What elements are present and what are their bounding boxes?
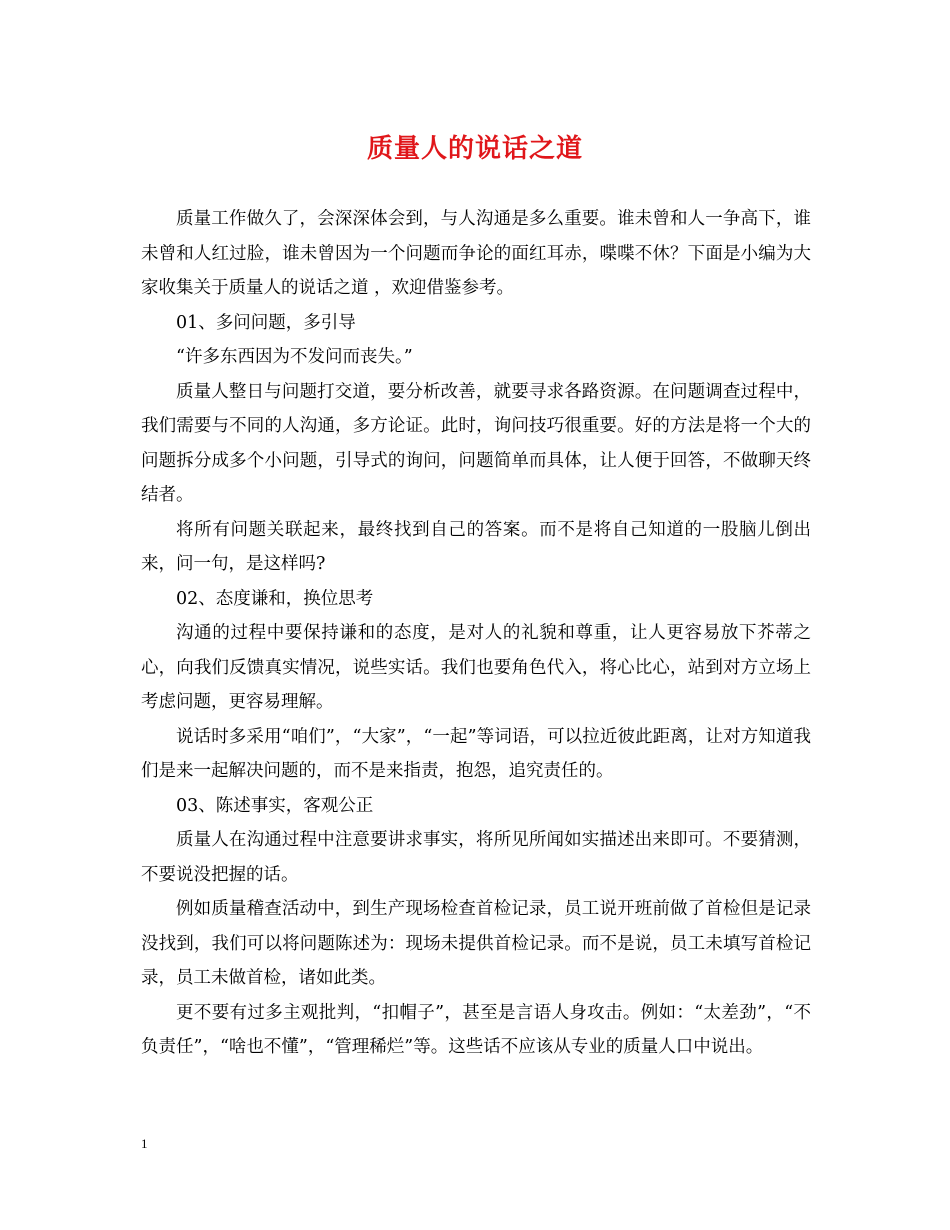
quote-paragraph: “许多东西因为不发问而丧失。” (176, 347, 413, 367)
body-paragraph: 质量人在沟通过程中注意要讲求事实，将所见所闻如实描述出来即可。不要猜测，不要说没把握的话。 (141, 830, 811, 885)
document-body (141, 202, 811, 1065)
body-paragraph: 更不要有过多主观批判，“扣帽子”，甚至是言语人身攻击。例如：“太差劲”，“不负责任”，“啥也不懂”，“管理稀烂”等。这些话不应该从专业的质量人口中说出。 (141, 1002, 811, 1057)
document-title: 质量人的说话之道 (366, 134, 583, 164)
body-paragraph: 质量人整日与问题打交道，要分析改善，就要寻求各路资源。在问题调查过程中，我们需要与不同的人沟通，多方论证。此时，询问技巧很重要。好的方法是将一个大的问题拆分成多个小问题，引导式的询问，问题简单而具体，让人便于回答，不做聊天终结者。 (141, 381, 811, 505)
intro-paragraph: 质量工作做久了，会深深体会到，与人沟通是多么重要。谁未曾和人一争高下，谁未曾和人红过脸，谁未曾因为一个问题而争论的面红耳赤，喋喋不休？下面是小编为大家收集关于质量人的说话之道 ，欢迎借鉴参考。 (141, 209, 811, 298)
section-heading-3: 03、陈述事实，客观公正 (176, 795, 374, 816)
body-paragraph: 例如质量稽查活动中，到生产现场检查首检记录，员工说开班前做了首检但是记录没找到，我们可以将问题陈述为：现场未提供首检记录。而不是说，员工未填写首检记录，员工未做首检，诸如此类。 (141, 899, 811, 988)
section-heading-2: 02、态度谦和，换位思考 (176, 588, 374, 609)
page-number: 1 (141, 1136, 148, 1151)
body-paragraph: 说话时多采用“咱们”，“大家”，“一起”等词语，可以拉近彼此距离，让对方知道我们是来一起解决问题的，而不是来指责，抱怨，追究责任的。 (141, 726, 811, 781)
section-heading-1: 01、多问问题，多引导 (176, 312, 356, 333)
body-paragraph: 沟通的过程中要保持谦和的态度，是对人的礼貌和尊重，让人更容易放下芥蒂之心，向我们反馈真实情况，说些实话。我们也要角色代入，将心比心，站到对方立场上考虑问题，更容易理解。 (141, 623, 811, 712)
body-paragraph: 将所有问题关联起来，最终找到自己的答案。而不是将自己知道的一股脑儿倒出来，问一句，是这样吗? (141, 519, 811, 574)
